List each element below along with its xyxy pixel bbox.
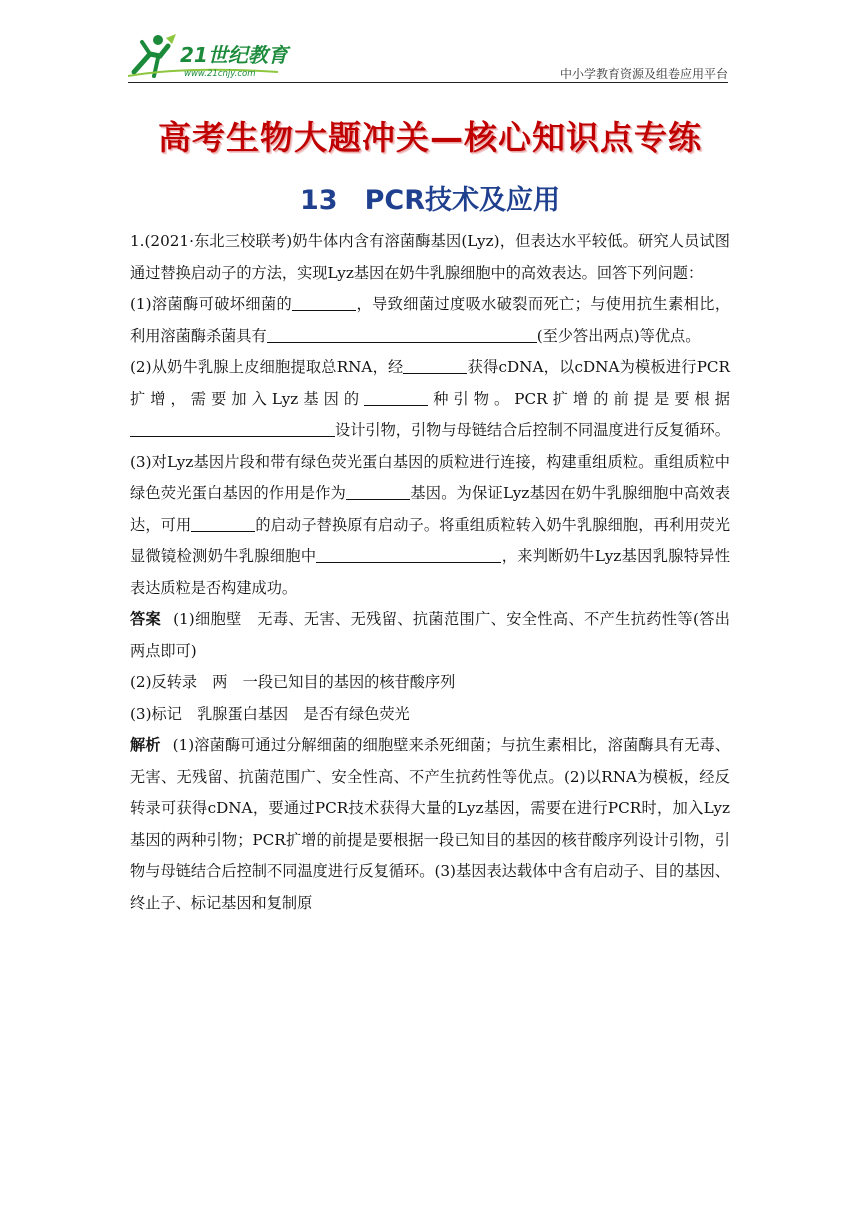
q3-text-b: 基因。为保证Lyz基因在奶牛乳腺细胞中高效表达，可用 [130, 484, 731, 534]
header-divider [128, 82, 728, 83]
q1-text-a: (1)溶菌酶可破坏细菌的 [130, 295, 293, 313]
answer-line-1: (1)细胞壁 无毒、无害、无残留、抗菌范围广、安全性高、不产生抗药性等(答出两点即可) [130, 610, 730, 660]
page-subtitle: 13 PCR技术及应用 [300, 185, 560, 216]
q3-text-c: 的启动子替换原有启动子。将重组质粒转入奶牛乳腺细胞，再利用荧光显微镜检测奶牛乳腺细胞中 [130, 515, 731, 565]
q1-text-b: ，导致细菌过度吸水破裂而死亡；与使用抗生素相比，利用溶菌酶杀菌具有 [130, 295, 731, 345]
answer-blank[interactable] [364, 389, 428, 405]
answer-blank[interactable] [191, 515, 255, 531]
answer-section [130, 604, 730, 667]
question-part-3 [130, 447, 730, 605]
question-intro: 1.(2021·东北三校联考)奶牛体内含有溶菌酶基因(Lyz)，但表达水平较低。研究人员试图通过替换启动子的方法，实现Lyz基因在奶牛乳腺细胞中的高效表达。回答下列问题： [130, 232, 730, 282]
q3-text-a: (3)对Lyz基因片段和带有绿色荧光蛋白基因的质粒进行连接，构建重组质粒。重组质粒中绿色荧光蛋白基因的作用是作为 [130, 452, 730, 502]
analysis-label: 解析 [130, 736, 161, 754]
q2-text-c: 种引物。PCR扩增的前提是要根据 [428, 389, 730, 408]
logo-icon [128, 32, 298, 80]
analysis-text: (1)溶菌酶可通过分解细菌的细胞壁来杀死细菌；与抗生素相比，溶菌酶具有无毒、无害、无残留、抗菌范围广、安全性高、不产生抗药性等优点。(2)以RNA为模板，经反转录可获得cDNA，要通过PCR技术获得大量的Lyz基因，需要在进行PCR时，加入Lyz基因的两种引物；PCR扩增的前提是要根据一段已知目的基因的核苷酸序列设计引物，引物与母链结合后控制不同温度进行反复循环。(3)基因表达载体中含有启动子、目的基因、终止子、标记基因和复制原 [130, 736, 731, 912]
q2-text-b: 获得cDNA，以cDNA为模板进行PCR扩增，需要加入Lyz基因的 [130, 358, 730, 408]
answer-line-3: (3)标记 乳腺蛋白基因 是否有绿色荧光 [130, 704, 410, 723]
answer-blank[interactable] [346, 484, 410, 500]
q2-text-a: (2)从奶牛乳腺上皮细胞提取总RNA，经 [130, 358, 404, 376]
question-part-1 [130, 289, 730, 352]
q1-text-c: (至少答出两点)等优点。 [536, 326, 701, 345]
question-part-2 [130, 352, 730, 447]
question-content [130, 226, 730, 919]
q3-text-d: ，来判断奶牛Lyz基因乳腺特异性表达质粒是否构建成功。 [130, 547, 731, 597]
page-header [128, 32, 728, 84]
answer-blank[interactable] [403, 358, 467, 374]
answer-blank[interactable] [130, 421, 335, 437]
platform-name: 中小学教育资源及组卷应用平台 [559, 67, 728, 81]
answer-blank[interactable] [267, 326, 537, 342]
answer-label: 答案 [130, 610, 162, 628]
answer-blank[interactable] [316, 547, 501, 563]
page-title: 高考生物大题冲关—核心知识点专练 [158, 118, 702, 157]
analysis-section [130, 730, 730, 919]
logo-url-text: www.21cnjy.com [184, 69, 256, 79]
q2-text-d: 设计引物，引物与母链结合后控制不同温度进行反复循环。 [335, 421, 730, 439]
answer-line-2: (2)反转录 两 一段已知目的基因的核苷酸序列 [130, 673, 456, 691]
answer-blank[interactable] [292, 295, 356, 311]
logo-text: 21世纪教育 [180, 43, 288, 67]
